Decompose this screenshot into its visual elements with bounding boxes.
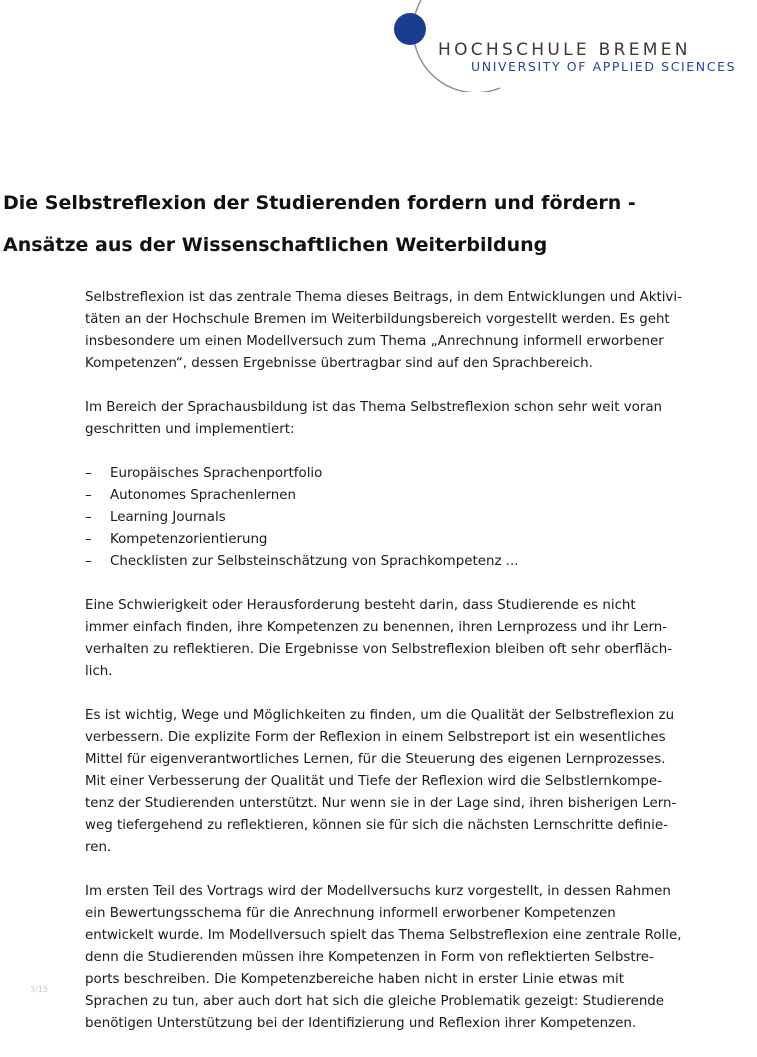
document-title-line-2: Ansätze aus der Wissenschaftlichen Weiterbildung xyxy=(3,234,548,256)
list-marker: – xyxy=(85,510,92,525)
text-line: Eine Schwierigkeit oder Herausforderung besteht darin, dass Studierende es nicht xyxy=(85,598,636,613)
document-title-line-1: Die Selbstreflexion der Studierenden fordern und fördern - xyxy=(3,192,636,214)
paragraph-language-training xyxy=(85,397,663,441)
paragraph-quality xyxy=(85,705,677,859)
text-line: Sprachen zu tun, aber auch dort hat sich die gleiche Problematik gezeigt: Studierende xyxy=(85,994,665,1009)
text-line: entwickelt wurde. Im Modellversuch spielt das Thema Selbstreflexion eine zentrale Rolle, xyxy=(85,928,682,943)
text-line: Im ersten Teil des Vortrags wird der Modellversuchs kurz vorgestellt, in dessen Rahmen xyxy=(85,884,671,899)
text-line: ports beschreiben. Die Kompetenzbereiche haben nicht in erster Linie etwas mit xyxy=(85,972,624,987)
text-line: geschritten und implementiert: xyxy=(85,422,295,437)
text-line: lich. xyxy=(85,664,113,679)
text-line: ren. xyxy=(85,840,112,855)
list-item xyxy=(85,485,625,507)
paragraph-challenge xyxy=(85,595,673,683)
logo-subtitle: UNIVERSITY OF APPLIED SCIENCES xyxy=(471,59,737,74)
text-line: Kompetenzen“, dessen Ergebnisse übertragbar sind auf den Sprachbereich. xyxy=(85,356,593,371)
list-item xyxy=(85,551,625,573)
text-line: immer einfach finden, ihre Kompetenzen zu benennen, ihren Lernprozess und ihr Lern- xyxy=(85,620,668,635)
text-line: täten an der Hochschule Bremen im Weiterbildungsbereich vorgestellt werden. Es geht xyxy=(85,312,670,327)
page-mark: 3/15 xyxy=(30,985,48,994)
bullet-list xyxy=(85,463,625,573)
text-line: Mittel für eigenverantwortliches Lernen, für die Steuerung des eigenen Lernprozesses. xyxy=(85,752,666,767)
list-item xyxy=(85,463,625,485)
paragraph-intro xyxy=(85,287,682,375)
text-line: Es ist wichtig, Wege und Möglichkeiten zu finden, um die Qualität der Selbstreflexion zu xyxy=(85,708,675,723)
document-body xyxy=(85,287,682,1057)
list-marker: – xyxy=(85,554,92,569)
text-line: ein Bewertungsschema für die Anrechnung informell erworbener Kompetenzen xyxy=(85,906,616,921)
list-marker: – xyxy=(85,532,92,547)
text-line: benötigen Unterstützung bei der Identifizierung und Reflexion ihrer Kompetenzen. xyxy=(85,1016,637,1031)
text-line: Selbstreflexion ist das zentrale Thema dieses Beitrags, in dem Entwicklungen und Aktivi- xyxy=(85,290,682,305)
list-item-text: Autonomes Sprachenlernen xyxy=(110,488,297,503)
list-item-text: Kompetenzorientierung xyxy=(110,532,268,547)
list-item xyxy=(85,507,625,529)
list-item-text: Europäisches Sprachenportfolio xyxy=(110,466,323,481)
list-item xyxy=(85,529,625,551)
logo-dot-icon xyxy=(394,13,426,45)
text-line: tenz der Studierenden unterstützt. Nur wenn sie in der Lage sind, ihren bisherigen Lern- xyxy=(85,796,677,811)
text-line: weg tiefergehend zu reflektieren, können sie für sich die nächsten Lernschritte definie- xyxy=(85,818,668,833)
logo-name: HOCHSCHULE BREMEN xyxy=(438,40,691,60)
text-line: verbessern. Die explizite Form der Reflexion in einem Selbstreport ist ein wesentliches xyxy=(85,730,666,745)
text-line: Im Bereich der Sprachausbildung ist das Thema Selbstreflexion schon sehr weit voran xyxy=(85,400,663,415)
paragraph-pilot-project xyxy=(85,881,682,1035)
list-marker: – xyxy=(85,488,92,503)
list-item-text: Learning Journals xyxy=(110,510,226,525)
text-line: verhalten zu reflektieren. Die Ergebnisse von Selbstreflexion bleiben oft sehr oberfläch- xyxy=(85,642,673,657)
text-line: insbesondere um einen Modellversuch zum Thema „Anrechnung informell erworbener xyxy=(85,334,664,349)
list-item-text: Checklisten zur Selbsteinschätzung von Sprachkompetenz ... xyxy=(110,554,519,569)
text-line: Mit einer Verbesserung der Qualität und Tiefe der Reflexion wird die Selbstlernkompe- xyxy=(85,774,662,789)
list-marker: – xyxy=(85,466,92,481)
text-line: denn die Studierenden müssen ihre Kompetenzen in Form von reflektierten Selbstre- xyxy=(85,950,654,965)
